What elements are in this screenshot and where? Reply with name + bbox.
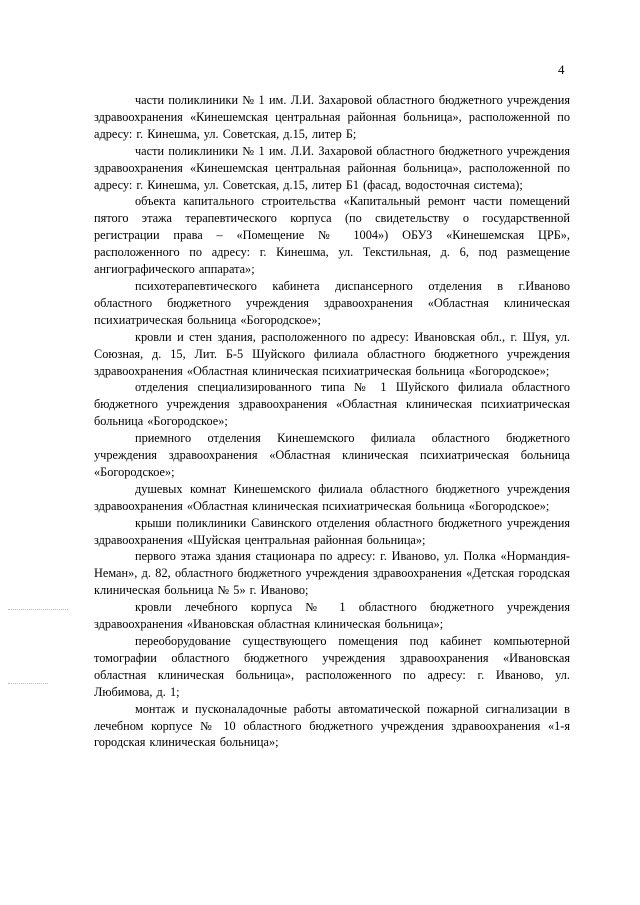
list-item: монтаж и пусконаладочные работы автоматической пожарной сигнализации в лечебном корпусе № 10 областного бюджетного учреждения здравоохранения «1-я городская клиническая больница»;	[94, 701, 570, 750]
list-item: приемного отделения Кинешемского филиала областного бюджетного учреждения здравоохранения «Областная клиническая психиатрическая больница «Богородское»;	[94, 431, 570, 479]
margin-scan-mark	[8, 683, 48, 684]
list-item: объекта капитального строительства «Капитальный ремонт части помещений пятого этажа терапевтического корпуса (по свидетельству о государственной регистрации права – «Помещение № 1004») ОБУЗ «Кинешемская ЦРБ», расположенного по адресу: г. Кинешма, ул. Текстильная, д. 6, под размещение ангиографического аппарата»;	[94, 194, 570, 277]
list-item: переоборудование существующего помещения под кабинет компьютерной томографии областного бюджетного учреждения здравоохранения «Ивановская областная клиническая больница», расположенного по адресу: г. Иваново, ул. Любимова, д. 1;	[94, 634, 570, 699]
list-item: части поликлиники № 1 им. Л.И. Захаровой областного бюджетного учреждения здравоохранения «Кинешемская центральная районная больница», расположенной по адресу: г. Кинешма, ул. Советская, д.15, литер Б;	[94, 93, 570, 141]
margin-scan-mark	[8, 609, 68, 610]
list-item: отделения специализированного типа № 1 Шуйского филиала областного бюджетного учреждения здравоохранения «Областная клиническая психиатрическая больница «Богородское»;	[94, 380, 570, 429]
list-item: первого этажа здания стационара по адресу: г. Иваново, ул. Полка «Нормандия-Неман», д. 82, областного бюджетного учреждения здравоохранения «Детская городская клиническая больница № 5» г. Иваново;	[94, 549, 570, 598]
list-item: крыши поликлиники Савинского отделения областного бюджетного учреждения здравоохранения «Шуйская центральная районная больница»;	[94, 515, 570, 547]
list-item: кровли лечебного корпуса № 1 областного бюджетного учреждения здравоохранения «Ивановская областная клиническая больница»;	[94, 600, 570, 632]
list-item: кровли и стен здания, расположенного по адресу: Ивановская обл., г. Шуя, ул. Союзная, д. 15, Лит. Б-5 Шуйского филиала областного бюджетного учреждения здравоохранения «Областная клиническая психиатрическая больница «Богородское»;	[94, 329, 570, 378]
list-item: душевых комнат Кинешемского филиала областного бюджетного учреждения здравоохранения «Областная клиническая психиатрическая больница «Богородское»;	[94, 481, 570, 513]
page-number: 4	[558, 62, 565, 77]
document-body	[94, 92, 570, 751]
list-item: части поликлиники № 1 им. Л.И. Захаровой областного бюджетного учреждения здравоохранения «Кинешемская центральная районная больница», расположенной по адресу: г. Кинешма, ул. Советская, д.15, литер Б1 (фасад, водосточная система);	[94, 143, 570, 192]
list-item: психотерапевтического кабинета диспансерного отделения в г.Иваново областного бюджетного учреждения здравоохранения «Областная клиническая психиатрическая больница «Богородское»;	[94, 278, 570, 327]
